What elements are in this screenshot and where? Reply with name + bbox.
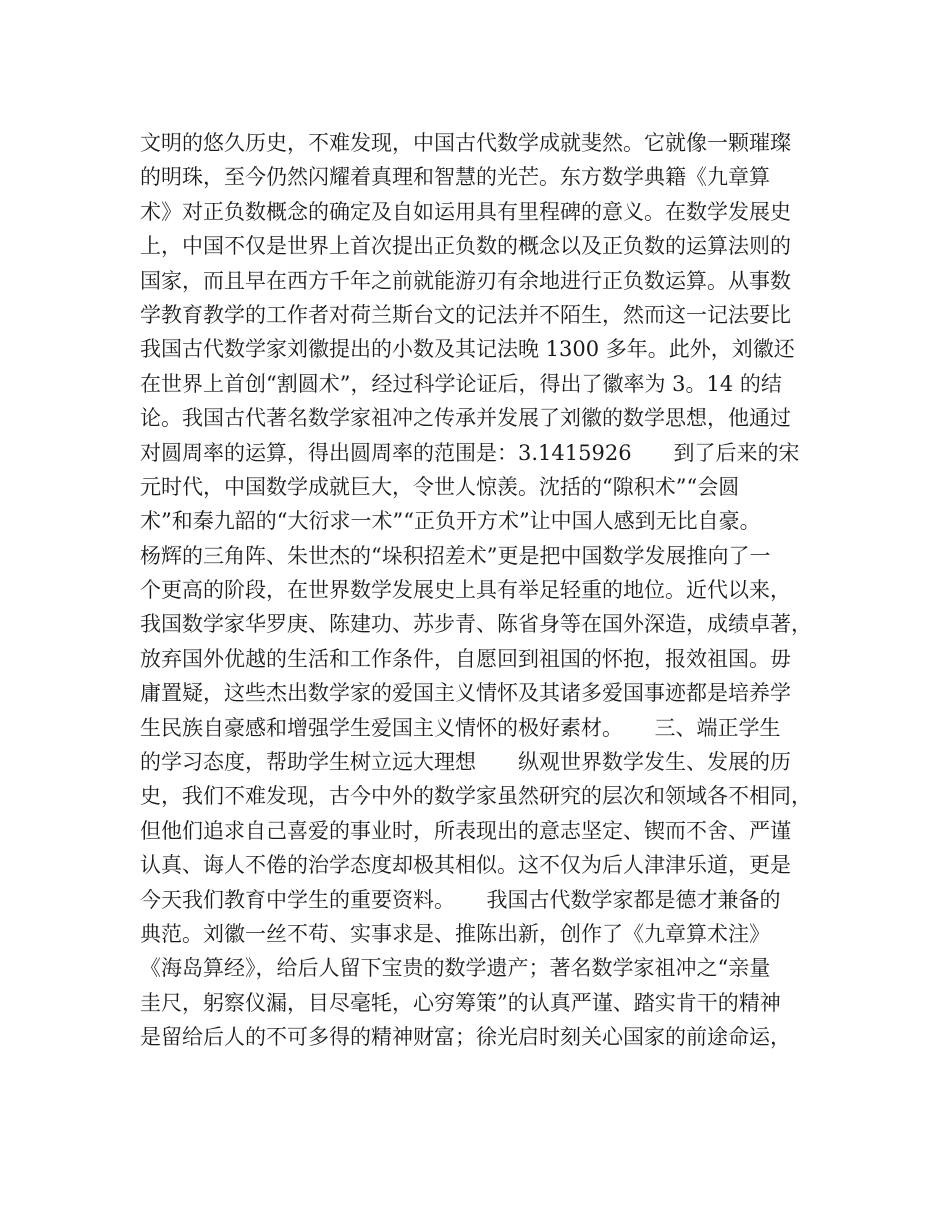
text-line: 个更高的阶段，在世界数学发展史上具有举足轻重的地位。近代以来， xyxy=(140,578,791,603)
text-line: 但他们追求自己喜爱的事业时，所表现出的意志坚定、锲而不舍、严谨 xyxy=(140,818,791,843)
text-line: 圭尺，躬察仪漏，目尽毫牦，心穷筹策”的认真严谨、踏实肯干的精神 xyxy=(140,990,781,1015)
text-line: 杨辉的三角阵、朱世杰的“垛积招差术”更是把中国数学发展推向了一 xyxy=(140,543,771,568)
text-line: 《海岛算经》，给后人留下宝贵的数学遗产；著名数学家祖冲之“亲量 xyxy=(140,956,771,981)
text-line: 文明的悠久历史，不难发现，中国古代数学成就斐然。它就像一颗璀璨 xyxy=(140,131,791,155)
text-line: 放弃国外优越的生活和工作条件，自愿回到祖国的怀抱，报效祖国。毋 xyxy=(140,646,791,671)
text-line: 元时代，中国数学成就巨大，令世人惊羡。沈括的“隙积术”“会圆 xyxy=(140,474,740,499)
text-line: 庸置疑，这些杰出数学家的爱国主义情怀及其诸多爱国事迹都是培养学 xyxy=(140,681,791,706)
text-line: 论。我国古代著名数学家祖冲之传承并发展了刘徽的数学思想，他通过 xyxy=(140,406,791,431)
text-line: 的学习态度，帮助学生树立远大理想 纵观世界数学发生、发展的历 xyxy=(140,750,791,775)
text-line: 史，我们不难发现，古今中外的数学家虽然研究的层次和领域各不相同， xyxy=(140,784,812,809)
text-line: 国家，而且早在西方千年之前就能游刃有余地进行正负数运算。从事数 xyxy=(140,268,791,293)
text-line: 典范。刘徽一丝不苟、实事求是、推陈出新，创作了《九章算术注》 xyxy=(140,921,770,946)
body-text xyxy=(140,126,830,1055)
text-line: 生民族自豪感和增强学生爱国主义情怀的极好素材。 三、端正学生 xyxy=(140,715,781,740)
text-line: 今天我们教育中学生的重要资料。 我国古代数学家都是德才兼备的 xyxy=(140,887,781,912)
text-line: 术》对正负数概念的确定及自如运用具有里程碑的意义。在数学发展史 xyxy=(140,199,791,224)
text-line: 我国古代数学家刘徽提出的小数及其记法晚 1300 多年。此外，刘徽还 xyxy=(140,337,795,362)
text-line: 认真、诲人不倦的治学态度却极其相似。这不仅为后人津津乐道，更是 xyxy=(140,853,791,878)
text-line: 我国数学家华罗庚、陈建功、苏步青、陈省身等在国外深造，成绩卓著， xyxy=(140,612,812,637)
text-line: 术”和秦九韶的“大衍求一术”“正负开方术”让中国人感到无比自豪。 xyxy=(140,509,761,534)
text-line: 的明珠，至今仍然闪耀着真理和智慧的光芒。东方数学典籍《九章算 xyxy=(140,165,770,190)
text-line: 在世界上首创“割圆术”，经过科学论证后，得出了徽率为 3。14 的结 xyxy=(140,371,782,396)
text-line: 学教育教学的工作者对荷兰斯台文的记法并不陌生，然而这一记法要比 xyxy=(140,302,791,327)
text-line: 上，中国不仅是世界上首次提出正负数的概念以及正负数的运算法则的 xyxy=(140,234,791,259)
text-line: 对圆周率的运算，得出圆周率的范围是：3.1415926 到了后来的宋 xyxy=(140,440,800,465)
text-line: 是留给后人的不可多得的精神财富；徐光启时刻关心国家的前途命运， xyxy=(140,1025,791,1050)
